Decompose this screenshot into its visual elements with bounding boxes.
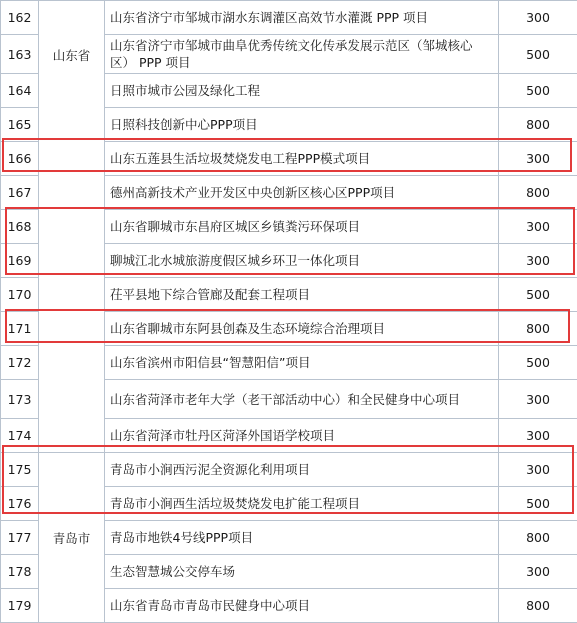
project-amount[interactable]: 300	[499, 380, 577, 419]
row-number[interactable]: 163	[1, 35, 39, 74]
row-number[interactable]: 172	[1, 346, 39, 380]
project-amount[interactable]: 500	[499, 346, 577, 380]
project-name[interactable]: 山东省济宁市邹城市湖水东调灌区高效节水灌溉 PPP 项目	[105, 1, 499, 35]
project-name[interactable]: 山东省菏泽市老年大学（老干部活动中心）和全民健身中心项目	[105, 380, 499, 419]
row-number[interactable]: 162	[1, 1, 39, 35]
row-number[interactable]: 175	[1, 453, 39, 487]
row-number[interactable]: 164	[1, 74, 39, 108]
project-amount[interactable]: 800	[499, 176, 577, 210]
project-amount[interactable]: 300	[499, 453, 577, 487]
project-name[interactable]: 山东省聊城市东昌府区城区乡镇粪污环保项目	[105, 210, 499, 244]
project-name[interactable]: 青岛市小涧西污泥全资源化利用项目	[105, 453, 499, 487]
project-amount[interactable]: 300	[499, 1, 577, 35]
table-row	[1, 1, 577, 35]
row-number[interactable]: 168	[1, 210, 39, 244]
project-name[interactable]: 生态智慧城公交停车场	[105, 555, 499, 589]
project-name[interactable]: 山东省滨州市阳信县“智慧阳信”项目	[105, 346, 499, 380]
project-name[interactable]: 德州高新技术产业开发区中央创新区核心区PPP项目	[105, 176, 499, 210]
row-number[interactable]: 173	[1, 380, 39, 419]
row-number[interactable]: 169	[1, 244, 39, 278]
province-cell[interactable]: 青岛市	[39, 453, 105, 623]
province-cell[interactable]: 山东省	[39, 1, 105, 453]
project-amount[interactable]: 300	[499, 419, 577, 453]
project-amount[interactable]: 500	[499, 278, 577, 312]
project-amount[interactable]: 800	[499, 589, 577, 623]
project-amount[interactable]: 800	[499, 108, 577, 142]
row-number[interactable]: 170	[1, 278, 39, 312]
project-amount[interactable]: 500	[499, 35, 577, 74]
project-amount[interactable]: 300	[499, 555, 577, 589]
project-name[interactable]: 日照市城市公园及绿化工程	[105, 74, 499, 108]
row-number[interactable]: 166	[1, 142, 39, 176]
project-name[interactable]: 山东省济宁市邹城市曲阜优秀传统文化传承发展示范区（邹城核心区） PPP 项目	[105, 35, 499, 74]
row-number[interactable]: 171	[1, 312, 39, 346]
row-number[interactable]: 177	[1, 521, 39, 555]
project-name[interactable]: 聊城江北水城旅游度假区城乡环卫一体化项目	[105, 244, 499, 278]
project-name[interactable]: 山东省聊城市东阿县创森及生态环境综合治理项目	[105, 312, 499, 346]
project-name[interactable]: 青岛市地铁4号线PPP项目	[105, 521, 499, 555]
project-amount[interactable]: 800	[499, 312, 577, 346]
project-name[interactable]: 茌平县地下综合管廊及配套工程项目	[105, 278, 499, 312]
project-amount[interactable]: 800	[499, 521, 577, 555]
row-number[interactable]: 174	[1, 419, 39, 453]
project-amount[interactable]: 500	[499, 74, 577, 108]
table-row	[1, 453, 577, 487]
project-name[interactable]: 日照科技创新中心PPP项目	[105, 108, 499, 142]
project-amount[interactable]: 300	[499, 142, 577, 176]
row-number[interactable]: 167	[1, 176, 39, 210]
project-name[interactable]: 山东省青岛市青岛市民健身中心项目	[105, 589, 499, 623]
project-name[interactable]: 山东五莲县生活垃圾焚烧发电工程PPP模式项目	[105, 142, 499, 176]
row-number[interactable]: 179	[1, 589, 39, 623]
project-name[interactable]: 山东省菏泽市牡丹区菏泽外国语学校项目	[105, 419, 499, 453]
project-amount[interactable]: 300	[499, 244, 577, 278]
project-name[interactable]: 青岛市小涧西生活垃圾焚烧发电扩能工程项目	[105, 487, 499, 521]
project-amount[interactable]: 300	[499, 210, 577, 244]
row-number[interactable]: 165	[1, 108, 39, 142]
row-number[interactable]: 178	[1, 555, 39, 589]
row-number[interactable]: 176	[1, 487, 39, 521]
project-amount[interactable]: 500	[499, 487, 577, 521]
